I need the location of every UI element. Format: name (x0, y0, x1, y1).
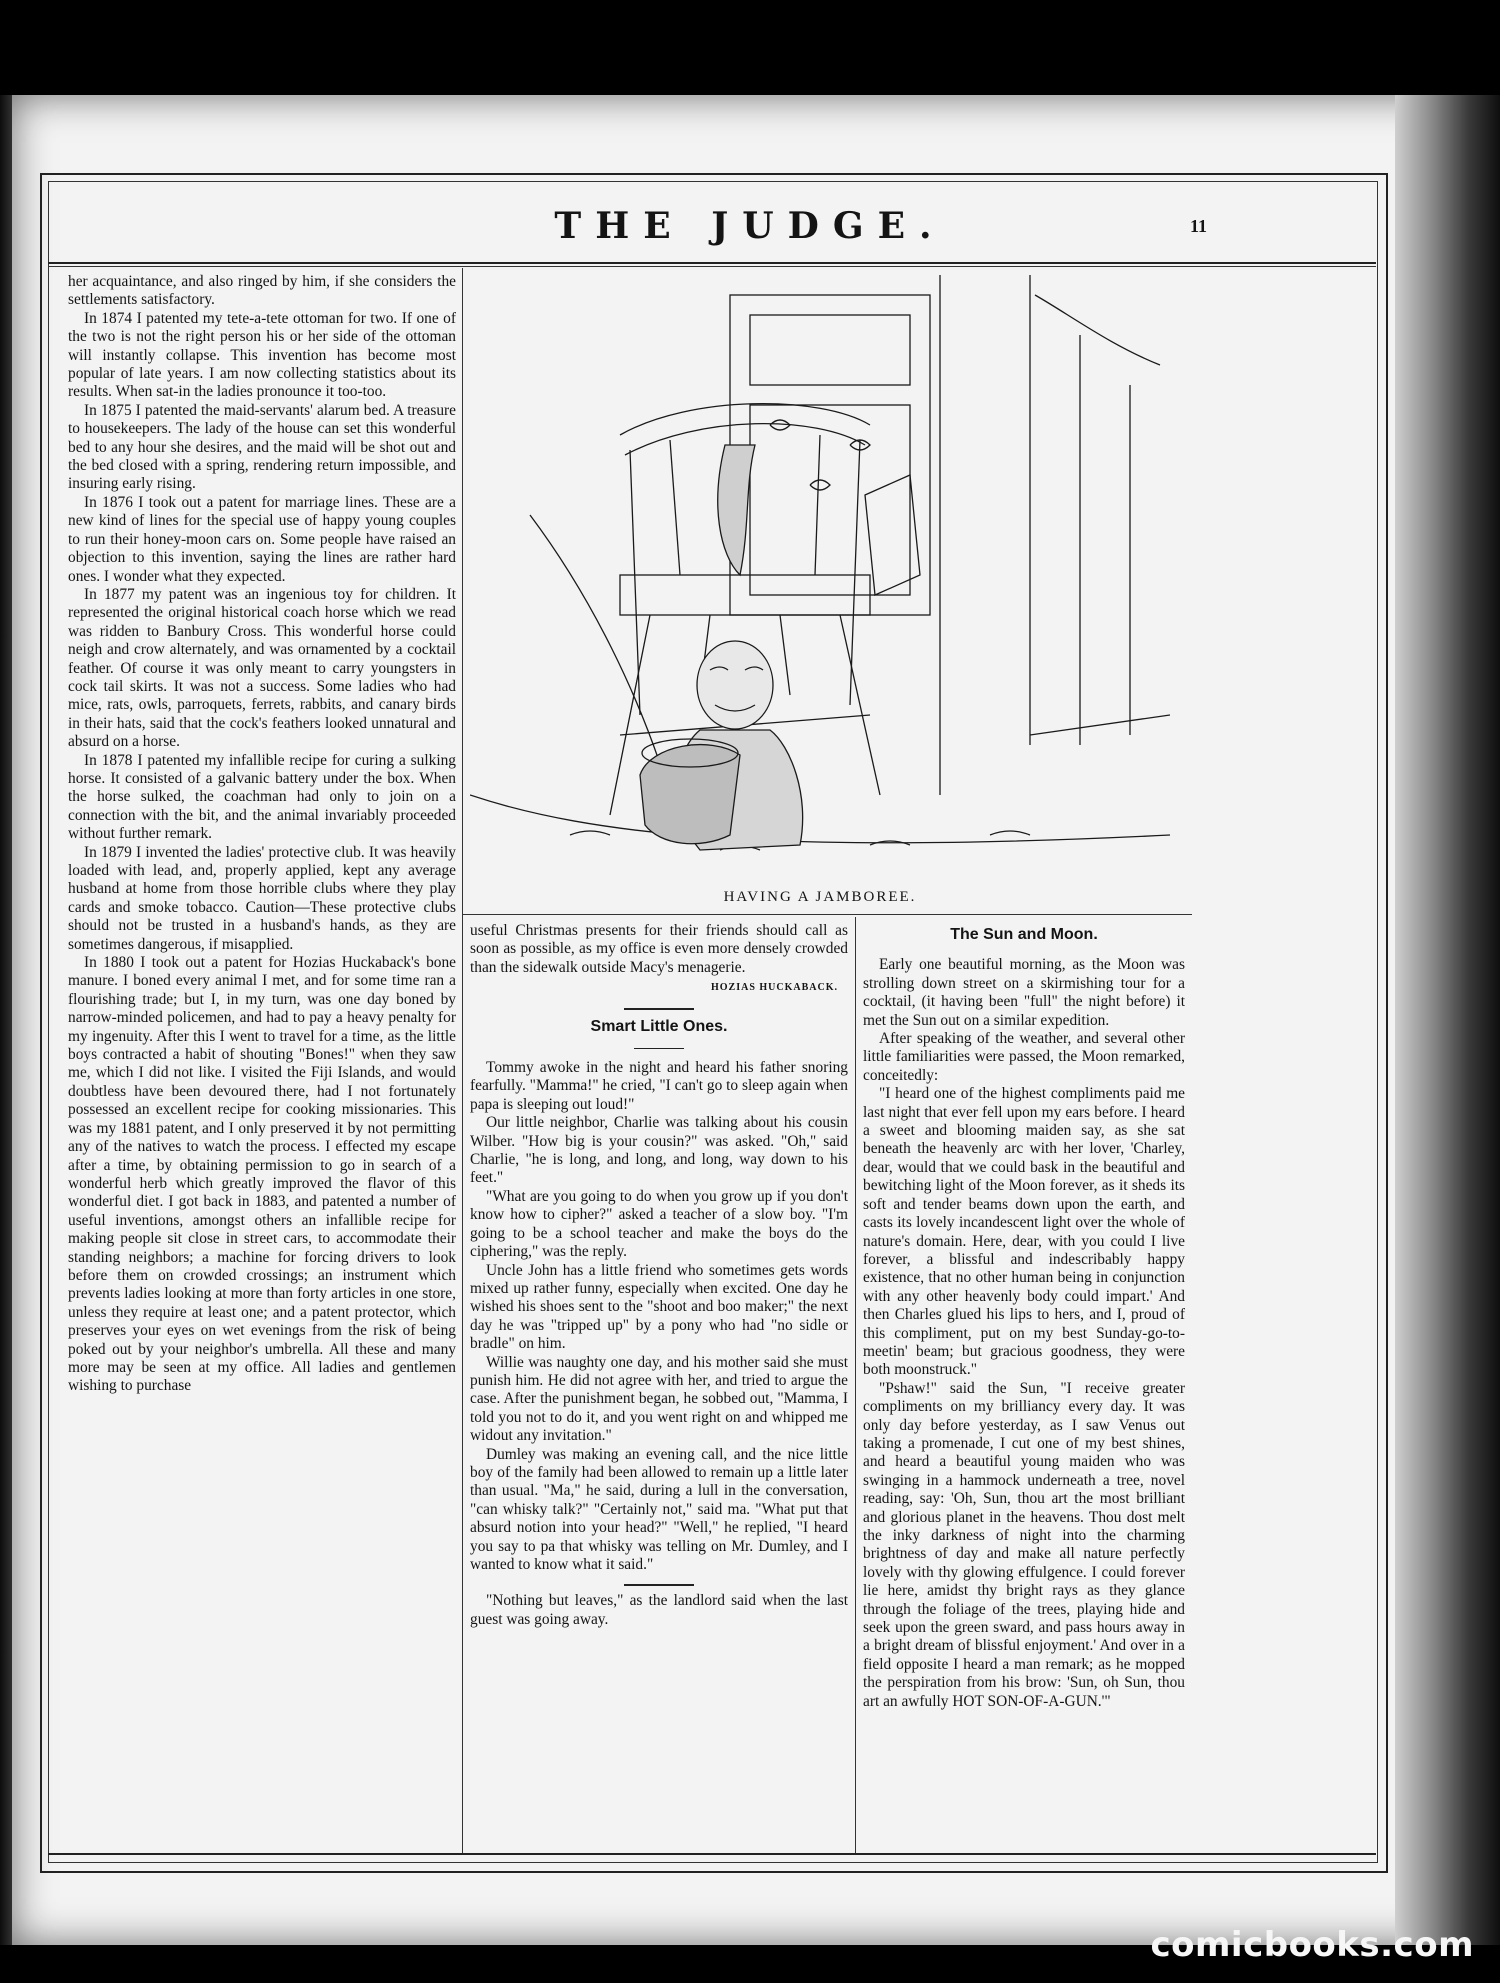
page-number: 11 (1190, 216, 1208, 236)
col3-paragraph: "I heard one of the highest compliments paid me last night that ever fell upon my ears before. I heard a sweet and blooming maiden say, as she sat beneath the heavenly arc with her lover, 'Charley, dear, would that we could bask in the beautiful and bewitching light of the Moon forever, as it sheds its soft and tender beams down upon the earth, and casts its lovely incandescent light over the whole of nature's domain. Here, dear, with you could I live forever, a blissful and indescribably happy existence, that no other human being in conjunction with any other heavenly body could impart.' And then Charles glued his lips to hers, and I, proud of this compliment, put on my best Sunday-go-to-meetin' beam; but gracious goodness, they were both moonstruck." (863, 1085, 1185, 1379)
col1-paragraph: In 1879 I invented the ladies' protective club. It was heavily loaded with lead, and, properly applied, kept any average husband at home from those horrible clubs where they play cards and smoke tobacco. Caution—These protective clubs should not be trusted in a husband's hands, as they are sometimes dangerous, if misapplied. (68, 843, 456, 953)
col2-closing: "Nothing but leaves," as the landlord said when the last guest was going away. (470, 1592, 848, 1628)
col1-paragraph: In 1876 I took out a patent for marriage lines. These are a new kind of lines for the special use of happy young couples to run their honey-moon cars on. Some people have raised an objection to this invention, saying the lines are rather hard ones. I wonder what they expected. (68, 493, 456, 585)
column-3 (863, 922, 1185, 1711)
column-1 (68, 273, 456, 1396)
section-divider (624, 1584, 694, 1586)
binding-spine-right (1395, 95, 1500, 1945)
masthead-title: THE JUDGE. (554, 205, 946, 247)
col2-paragraph: Tommy awoke in the night and heard his father snoring fearfully. "Mamma!" he cried, "I can't go to sleep again when papa is sleeping out loud!" (470, 1059, 848, 1113)
section-title-smart-little-ones: Smart Little Ones. (590, 1017, 728, 1035)
col1-paragraph: In 1878 I patented my infallible recipe for curing a sulking horse. It consisted of a galvanic battery under the box. When the horse sulked, the coachman had only to join on a connection with the bit, and the animal invariably proceeded without further remark. (68, 751, 456, 843)
col1-paragraph: her acquaintance, and also ringed by him, if she considers the settlements satisfactory. (68, 273, 456, 309)
col1-paragraph: In 1877 my patent was an ingenious toy for children. It represented the original historical coach horse which we read was ridden to Banbury Cross. This wonderful horse could neigh and crow alternately, and was ornamented by a cocktail feather. Of course it was only meant to carry youngsters in cock tail skirts. It was not a success. Some ladies who had mice, rats, owls, parroquets, ferrets, rabbits, and canary birds in their hats, said that the cock's feathers looked unnatural and absurd on a horse. (68, 585, 456, 751)
section-divider-short (634, 1048, 684, 1049)
col2-paragraph: "What are you going to do when you grow up if you don't know how to cipher?" asked a teacher of a slow boy. "I'm going to be a school teacher and make the boys do the ciphering," was the reply. (470, 1187, 848, 1261)
header-rule-thin (48, 266, 1376, 267)
section-title-sun-and-moon: The Sun and Moon. (950, 926, 1098, 943)
col2-paragraph: Dumley was making an evening call, and the nice little boy of the family had been allowed to remain up a little later than usual. "Ma," he said, during a lull in the conversation, "can whisky talk?" "Certainly not," said ma. "What put that absurd notion into your head?" "Well," he replied, "I heard you say to pa that whisky was telling on Mr. Dumley, and I wanted to know what it said." (470, 1445, 848, 1573)
watermark: comicbooks.com (1150, 1925, 1474, 1965)
col1-paragraph: In 1874 I patented my tete-a-tete ottoman for two. If one of the two is not the right person his or her side of the ottoman will instantly collapse. This invention has become most popular of late years. I am now collecting statistics about its results. When sat-in the ladies pronounce it too-too. (68, 309, 456, 401)
header-rule (48, 262, 1376, 264)
illustration-having-a-jamboree (470, 275, 1170, 887)
col3-paragraph: "Pshaw!" said the Sun, "I receive greater compliments on my brilliancy every day. It was only day before yesterday, as I saw Venus out taking a promenade, I cut one of my best shines, and heard a beautiful young maiden who was swinging in a hammock underneath a tree, novel reading, say: 'Oh, Sun, thou art the most brilliant and glorious planet in the heavens. Thou dost melt the inky darkness of night into the charming brightness of day and make all nature perfectly lovely with thy glowing effulgence. I could forever lie here, amidst thy bright rays as they glance through the foliage of the trees, playing hide and seek upon the green sward, and pass hours away in a bright dream of blissful enjoyment.' And over in a field opposite I heard a man remark; as he mopped the perspiration from his brow: 'Sun, oh Sun, thou art an awfully HOT SON-OF-A-GUN.'" (863, 1379, 1185, 1710)
col2-paragraph: Uncle John has a little friend who sometimes gets words mixed up rather funny, especially when excited. One day he wished his shoes sent to the "shoot and boo maker;" the next day he was "tripped up" by a pony who had "no sidle or bradle" on him. (470, 1261, 848, 1353)
column-2 (470, 922, 848, 1629)
col2-paragraph: Willie was naughty one day, and his mother said she must punish him. He did not agree with her, and tried to argue the case. After the punishment began, he sobbed out, "Mamma, I told you not to do it, and you went right on and whipped me widout any invitation." (470, 1353, 848, 1445)
illustration-bottom-rule (462, 914, 1192, 915)
section-divider (624, 1008, 694, 1010)
author-signature: HOZIAS HUCKABACK. (710, 982, 838, 994)
col3-paragraph: Early one beautiful morning, as the Moon was strolling down street on a skirmishing tour for a cocktail, (it having been "full" the night before) it met the Sun out on a similar expedition. (863, 956, 1185, 1029)
col2-intro: useful Christmas presents for their friends should call as soon as possible, as my office is even more densely crowded than the sidewalk outside Macy's menagerie. (470, 922, 848, 976)
col1-paragraph: In 1875 I patented the maid-servants' alarum bed. A treasure to housekeepers. The lady of the house can set this wonderful bed to any hour she desires, and the maid will be shot out and the bed closed with a spring, rendering return impossible, and insuring early rising. (68, 401, 456, 493)
col1-paragraph: In 1880 I took out a patent for Hozias Huckaback's bone manure. I boned every animal I met, and for some time ran a flourishing trade; but I, in my turn, was one day boned by narrow-minded policemen, and had to pay a heavy penalty for my ingenuity. After this I went to travel for a time, as the little boys contracted a habit of shouting "Bones!" when they saw me, which I did not like. I visited the Fiji Islands, and would doubtless have been devoured there, had I not fortunately possessed an excellent recipe for cooking missionaries. This was my 1881 patent, and I only preserved it by not permitting any of the natives to watch the process. I effected my escape after a time, by obtaining permission to go in search of a wonderful herb which greatly improved the flavor of this wonderful diet. I got back in 1883, and patented a number of useful inventions, amongst others an infallible recipe for making people sit close in street cars, to accommodate their standing neighbors; a machine for forcing drivers to look before them on crowded crossings; an instrument which prevents ladies looking at more than forty articles in one store, unless they require at least one; and a patent protector, which preserves your eyes on wet evenings from the risk of being poked out by your neighbor's umbrella. All these and many more may be seen at my office. All ladies and gentlemen wishing to purchase (68, 954, 456, 1395)
col3-paragraph: After speaking of the weather, and several other little familiarities were passed, the Moon remarked, conceitedly: (863, 1030, 1185, 1084)
illustration-caption: HAVING A JAMBOREE. (723, 889, 917, 905)
column-rule-right (855, 917, 856, 1853)
column-rule-left (462, 268, 463, 1853)
col2-paragraph: Our little neighbor, Charlie was talking about his cousin Wilber. "How big is your cousin?" was asked. "Oh," said Charlie, "he is long, and long, and long, way down to his feet." (470, 1114, 848, 1187)
footer-rule (48, 1853, 1376, 1855)
